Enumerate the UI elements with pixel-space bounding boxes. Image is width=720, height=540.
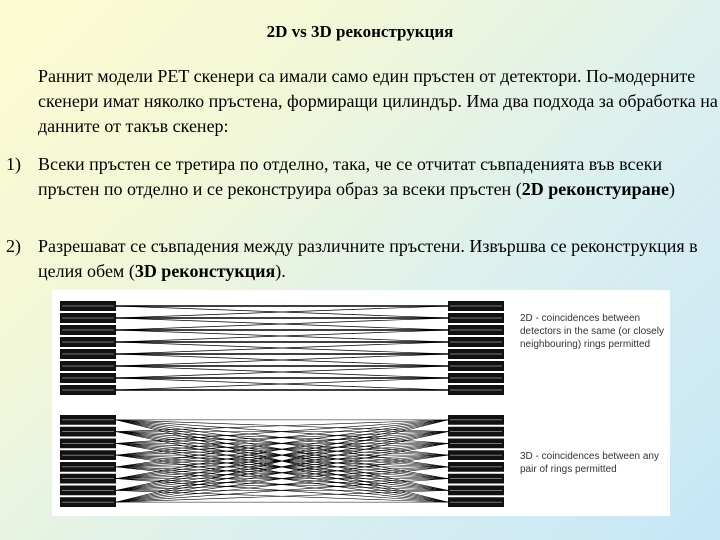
list-item-tail: ). <box>275 261 286 281</box>
list-item-number: 2) <box>6 236 21 256</box>
list-item-body: Всеки пръстен се третира по отделно, така, че се отчитат съвпаденията във всеки пръстен по отделно и се реконструира образ за всеки пръстен ( <box>38 154 663 199</box>
caption-2d: 2D - coincidences between detectors in the same (or closely neighbouring) rings permitted <box>520 313 664 350</box>
list-item-text <box>38 152 718 202</box>
pet-scanner-figure <box>52 290 670 516</box>
list-item-body: Разрешават се съвпадения между различните пръстени. Извършва се реконструкция в целия обем ( <box>38 236 698 281</box>
intro-paragraph: Раннит модели PET скенери са имали само един пръстен от детектори. По-модерните скенери имат няколко пръстена, формиращи цилиндър. Има два подхода за обработка на данните от такъв скенер: <box>38 66 718 136</box>
ring-diagram <box>52 290 512 516</box>
slide-title: 2D vs 3D реконструкция <box>266 22 454 41</box>
caption-3d: 3D - coincidences between any pair of rings permitted <box>520 451 659 475</box>
list-item-tail: ) <box>669 179 676 199</box>
list-item-number: 1) <box>6 154 21 174</box>
list-item-text <box>38 234 718 284</box>
list-item-bold: 2D реконстуиране <box>521 179 670 199</box>
list-item-bold: 3D реконстукция <box>134 261 276 281</box>
